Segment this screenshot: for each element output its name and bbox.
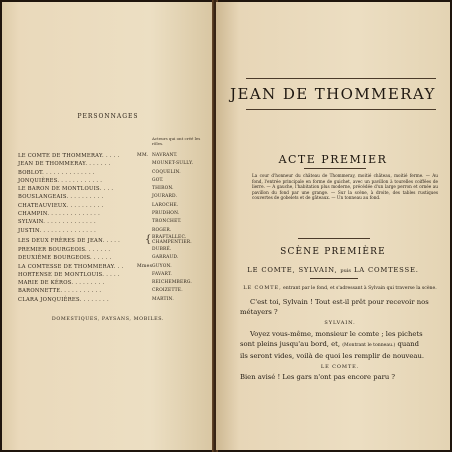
- speaker-line: [240, 285, 440, 292]
- cast-actor: MOUNET-SULLY.: [152, 161, 194, 167]
- cast-row: [18, 296, 208, 304]
- cast-role: JEAN DE THOMMERAY. . . . . . .: [18, 161, 111, 168]
- characters-puis: puis: [340, 268, 351, 274]
- cast-row: [18, 218, 208, 226]
- dialogue-line: métayers ?: [240, 308, 278, 316]
- cast-actor: JOURARD.: [152, 194, 178, 200]
- cast-list: [18, 152, 208, 304]
- dialogue-line: ils seront vides, voilà de quoi les remplir de nouveau.: [240, 352, 424, 360]
- cast-actor: BRAFTALLEC.: [152, 235, 187, 241]
- actors-heading: Acteurs qui ont créé les rôles.: [152, 136, 201, 146]
- characters-a: LE COMTE, SYLVAIN,: [247, 266, 338, 274]
- dialogue-fragment: sont pleins jusqu'au bord, et,: [240, 340, 341, 348]
- cast-row: [18, 160, 208, 168]
- cast-prefix: MM.: [137, 153, 149, 158]
- cast-actor: CHAMPENTIER.: [152, 240, 192, 246]
- cast-role: LE BARON DE MONTLOUIS. . . .: [18, 186, 114, 193]
- dialogue-line: [240, 339, 440, 351]
- characters-b: LA COMTESSE.: [353, 266, 419, 274]
- dialogue-fragment: quand: [397, 340, 420, 348]
- cast-actor: REICHEMBERG.: [152, 280, 193, 286]
- dialogue-line: Bien avisé ! Les gars n'ont pas encore paru ?: [240, 373, 396, 381]
- cast-role: LA COMTESSE DE THOMMERAY. . .: [18, 263, 124, 270]
- cast-role: CHAMPIN. . . . . . . . . . . . . .: [18, 211, 101, 218]
- cast-actor: CROIZETTE.: [152, 288, 183, 294]
- dialogue-block: [240, 285, 440, 382]
- cast-row: [18, 287, 208, 295]
- left-page: [2, 2, 215, 450]
- cast-role: CLARA JONQUIÈRES. . . . . . . .: [18, 296, 109, 303]
- cast-actor: GUYON.: [152, 263, 172, 269]
- cast-role: DEUXIÈME BOURGEOIS. . . . . .: [18, 255, 112, 262]
- speaker-name: SYLVAIN.: [324, 320, 356, 326]
- act-heading: ACTE PREMIER: [278, 153, 388, 166]
- cast-row: [18, 279, 208, 287]
- cast-actor: THIRON.: [152, 186, 174, 192]
- cast-role: BARONNETTE. . . . . . . . . . .: [18, 288, 102, 295]
- cast-actor: NAVRANT.: [152, 153, 178, 158]
- cast-row: [18, 202, 208, 210]
- cast-role: BOUSLANGEAIS. . . . . . . . . .: [18, 194, 104, 201]
- cast-role: MARIE DE KÉROS. . . . . . . . .: [18, 280, 105, 287]
- cast-actor: ROGER.: [152, 227, 172, 233]
- cast-actor: DUBRÉ.: [152, 246, 172, 252]
- title-rule-top: [246, 78, 436, 79]
- cast-role: PREMIER BOURGEOIS. . . . . . .: [18, 246, 111, 253]
- cast-row: [18, 169, 208, 177]
- cast-row: [18, 263, 208, 271]
- cast-prefix: Mmes: [137, 263, 153, 269]
- cast-row: [18, 254, 208, 262]
- cast-actor: FAVART.: [152, 271, 172, 277]
- title-rule-bottom: [246, 109, 436, 110]
- stage-note: (Montrant le tonneau.): [342, 343, 396, 348]
- cast-role: BOBLOT. . . . . . . . . . . . . .: [18, 169, 95, 176]
- cast-role: JONQUIÈRES. . . . . . . . . . . .: [18, 177, 103, 184]
- speaker-name: LE COMTE,: [243, 285, 282, 291]
- characters-rule: [310, 278, 358, 279]
- scene-characters: [216, 266, 450, 274]
- cast-row: [18, 152, 208, 160]
- cast-row: [18, 193, 208, 201]
- play-title: JEAN DE THOMMERAY: [230, 85, 436, 103]
- cast-row: [18, 177, 208, 185]
- cast-row: [18, 227, 208, 235]
- cast-role: HORTENSE DE MONTLOUIS. . . . .: [18, 271, 120, 278]
- cast-actor-pair: [152, 235, 192, 245]
- cast-row: [18, 210, 208, 218]
- stage-direction: La cour d'honneur du château de Thommeray, moitié château, moitié ferme. — Au fond, l'entrée principale en forme de guichet, avec un pavillon à tourelles coiffées de lierre. — A gauche, l'habitation plus moderne, précédée d'un large perron et ornée au pavillon du fond par une grange. — Sur la scène, à droite, des tables rustiques couvertes de gobelets et de gâteaux. — Un tonneau au fond.: [252, 173, 438, 201]
- cast-role: CHATEAUVIEUX. . . . . . . . . .: [18, 202, 104, 209]
- cast-actor: MARTIN.: [152, 296, 174, 302]
- cast-row: [18, 185, 208, 193]
- cast-actor: GOT.: [152, 177, 164, 183]
- personnages-title: PERSONNAGES: [77, 113, 139, 120]
- cast-actor: COQUELIN.: [152, 169, 181, 175]
- cast-row: [18, 271, 208, 279]
- right-page: [216, 2, 450, 450]
- cast-actor: GARRAUD.: [152, 255, 179, 261]
- scene-rule: [298, 238, 370, 239]
- brace-icon: {: [145, 233, 152, 245]
- cast-role: LES DEUX FRÈRES DE JEAN. . . . .: [18, 237, 121, 244]
- stage-note: entrant par le fond, et s'adressant à Sylvain qui traverse la scène.: [282, 286, 437, 291]
- scene-heading: SCÈNE PREMIÈRE: [280, 247, 386, 257]
- cast-actor: LAROCHE.: [152, 202, 179, 208]
- speaker-name: LE COMTE.: [320, 364, 360, 370]
- cast-row-brace: [18, 235, 208, 246]
- dialogue-line: Voyez vous-même, monsieur le comte ; les pichets: [250, 330, 423, 338]
- cast-role: LE COMTE DE THOMMERAY. . . . .: [18, 153, 120, 159]
- dialogue-line: C'est toi, Sylvain ! Tout est-il prêt pour recevoir nos: [250, 298, 429, 306]
- cast-role: SYLVAIN. . . . . . . . . . . . . .: [18, 219, 96, 226]
- cast-row: [18, 246, 208, 254]
- cast-actor: TRONCHET.: [152, 219, 182, 225]
- act-rule: [304, 168, 366, 169]
- cast-role: JUSTIN. . . . . . . . . . . . . . .: [18, 227, 97, 234]
- cast-actor: PRUDHON.: [152, 211, 180, 217]
- extras-line: DOMESTIQUES, PAYSANS, MOBILES.: [51, 317, 165, 322]
